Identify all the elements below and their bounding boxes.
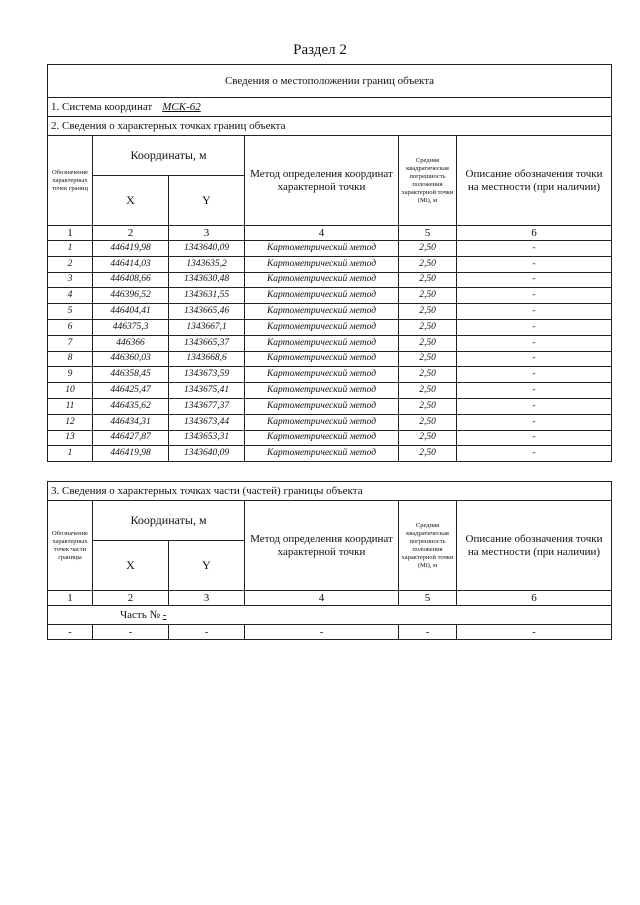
- header-x: X: [93, 176, 169, 226]
- parts-heading: 3. Сведения о характерных точках части (частей) границы объекта: [48, 482, 612, 501]
- coord-system-row: [48, 98, 612, 117]
- coord-system-value: МСК-62: [162, 101, 201, 113]
- part-number-row: [48, 606, 612, 625]
- table-row: [48, 414, 612, 430]
- point-x: 446375,3: [93, 319, 169, 335]
- point-description: -: [457, 414, 612, 430]
- header-y: Y: [169, 176, 245, 226]
- part-boundary-points-table: [47, 481, 612, 640]
- point-y: 1343653,31: [169, 430, 245, 446]
- point-number: 9: [48, 367, 93, 383]
- column-number: 5: [399, 226, 457, 241]
- table-cell: -: [169, 625, 245, 640]
- point-description: -: [457, 367, 612, 383]
- point-number: 2: [48, 256, 93, 272]
- point-number: 8: [48, 351, 93, 367]
- part-empty-row: [48, 625, 612, 640]
- points-heading: 2. Сведения о характерных точках границ объекта: [48, 117, 612, 136]
- table-row: [48, 398, 612, 414]
- table-cell: -: [93, 625, 169, 640]
- point-description: -: [457, 256, 612, 272]
- page-title: Раздел 2: [293, 42, 347, 58]
- point-x: 446404,41: [93, 304, 169, 320]
- point-method: Картометрический метод: [245, 367, 399, 383]
- point-x: 446366: [93, 335, 169, 351]
- point-y: 1343630,48: [169, 272, 245, 288]
- column-number-row: [48, 226, 612, 241]
- column-number: 6: [457, 226, 612, 241]
- column-number: 3: [169, 226, 245, 241]
- header-method: Метод определения координат характерной точки: [245, 136, 399, 226]
- point-number: 10: [48, 383, 93, 399]
- header-description: Описание обозначения точки на местности (при наличии): [457, 501, 612, 591]
- point-method: Картометрический метод: [245, 288, 399, 304]
- point-description: -: [457, 446, 612, 462]
- table-row: [48, 430, 612, 446]
- point-method: Картометрический метод: [245, 241, 399, 257]
- point-accuracy: 2,50: [399, 288, 457, 304]
- point-number: 11: [48, 398, 93, 414]
- point-description: -: [457, 319, 612, 335]
- point-x: 446419,98: [93, 446, 169, 462]
- point-accuracy: 2,50: [399, 383, 457, 399]
- column-number: 3: [169, 591, 245, 606]
- point-description: -: [457, 288, 612, 304]
- point-method: Картометрический метод: [245, 398, 399, 414]
- column-number: 1: [48, 226, 93, 241]
- point-accuracy: 2,50: [399, 335, 457, 351]
- point-y: 1343631,55: [169, 288, 245, 304]
- point-x: 446396,52: [93, 288, 169, 304]
- point-y: 1343635,2: [169, 256, 245, 272]
- point-method: Картометрический метод: [245, 256, 399, 272]
- point-x: 446414,03: [93, 256, 169, 272]
- point-method: Картометрический метод: [245, 351, 399, 367]
- point-number: 1: [48, 241, 93, 257]
- coord-system-label: 1. Система координат: [51, 101, 153, 113]
- table-row: [48, 351, 612, 367]
- header-method: Метод определения координат характерной точки: [245, 501, 399, 591]
- point-description: -: [457, 335, 612, 351]
- column-number: 2: [93, 591, 169, 606]
- table-cell: -: [457, 625, 612, 640]
- point-x: 446435,62: [93, 398, 169, 414]
- point-y: 1343665,37: [169, 335, 245, 351]
- column-number: 2: [93, 226, 169, 241]
- section-title: Сведения о местоположении границ объекта: [48, 65, 612, 98]
- table-row: [48, 446, 612, 462]
- point-method: Картометрический метод: [245, 446, 399, 462]
- point-description: -: [457, 241, 612, 257]
- point-accuracy: 2,50: [399, 304, 457, 320]
- point-x: 446434,31: [93, 414, 169, 430]
- point-y: 1343665,46: [169, 304, 245, 320]
- header-x: X: [93, 541, 169, 591]
- point-x: 446419,98: [93, 241, 169, 257]
- point-accuracy: 2,50: [399, 398, 457, 414]
- boundary-points-table: [47, 64, 612, 462]
- table-cell: -: [399, 625, 457, 640]
- point-y: 1343677,37: [169, 398, 245, 414]
- point-description: -: [457, 304, 612, 320]
- point-y: 1343668,6: [169, 351, 245, 367]
- part-number: -: [162, 609, 167, 621]
- header-description: Описание обозначения точки на местности (при наличии): [457, 136, 612, 226]
- header-y: Y: [169, 541, 245, 591]
- point-accuracy: 2,50: [399, 319, 457, 335]
- point-method: Картометрический метод: [245, 430, 399, 446]
- point-x: 446358,45: [93, 367, 169, 383]
- point-accuracy: 2,50: [399, 241, 457, 257]
- column-number: 6: [457, 591, 612, 606]
- table-row: [48, 304, 612, 320]
- table-row: [48, 319, 612, 335]
- point-number: 4: [48, 288, 93, 304]
- table-row: [48, 272, 612, 288]
- point-y: 1343640,09: [169, 241, 245, 257]
- point-description: -: [457, 383, 612, 399]
- point-y: 1343675,41: [169, 383, 245, 399]
- table-row: [48, 241, 612, 257]
- table-row: [48, 288, 612, 304]
- point-method: Картометрический метод: [245, 304, 399, 320]
- point-accuracy: 2,50: [399, 256, 457, 272]
- table-cell: -: [245, 625, 399, 640]
- point-accuracy: 2,50: [399, 446, 457, 462]
- header-coordinates: Координаты, м: [93, 501, 245, 541]
- header-coordinates: Координаты, м: [93, 136, 245, 176]
- point-x: 446360,03: [93, 351, 169, 367]
- table-row: [48, 256, 612, 272]
- part-label: Часть №: [120, 609, 160, 621]
- table-row: [48, 367, 612, 383]
- header-accuracy: Средняя квадратическая погрешность положения характерной точки (Мt), м: [399, 136, 457, 226]
- header-accuracy: Средняя квадратическая погрешность положения характерной точки (Мt), м: [399, 501, 457, 591]
- column-number: 5: [399, 591, 457, 606]
- header-designation-parts: Обозначение характерных точек части границы: [48, 501, 93, 591]
- point-method: Картометрический метод: [245, 272, 399, 288]
- point-method: Картометрический метод: [245, 383, 399, 399]
- point-accuracy: 2,50: [399, 351, 457, 367]
- point-method: Картометрический метод: [245, 414, 399, 430]
- point-method: Картометрический метод: [245, 319, 399, 335]
- point-x: 446408,66: [93, 272, 169, 288]
- point-y: 1343640,09: [169, 446, 245, 462]
- point-number: 13: [48, 430, 93, 446]
- point-number: 3: [48, 272, 93, 288]
- point-y: 1343667,1: [169, 319, 245, 335]
- point-description: -: [457, 398, 612, 414]
- point-number: 5: [48, 304, 93, 320]
- table-cell: -: [48, 625, 93, 640]
- point-accuracy: 2,50: [399, 414, 457, 430]
- header-designation: Обозначение характерных точек границ: [48, 136, 93, 226]
- table-row: [48, 383, 612, 399]
- table-row: [48, 335, 612, 351]
- point-accuracy: 2,50: [399, 272, 457, 288]
- point-description: -: [457, 272, 612, 288]
- column-number: 4: [245, 591, 399, 606]
- point-x: 446425,47: [93, 383, 169, 399]
- point-number: 6: [48, 319, 93, 335]
- column-number-row: [48, 591, 612, 606]
- point-number: 7: [48, 335, 93, 351]
- point-description: -: [457, 430, 612, 446]
- point-number: 12: [48, 414, 93, 430]
- point-number: 1: [48, 446, 93, 462]
- column-number: 4: [245, 226, 399, 241]
- point-x: 446427,87: [93, 430, 169, 446]
- point-y: 1343673,44: [169, 414, 245, 430]
- column-number: 1: [48, 591, 93, 606]
- point-method: Картометрический метод: [245, 335, 399, 351]
- point-description: -: [457, 351, 612, 367]
- point-accuracy: 2,50: [399, 367, 457, 383]
- point-accuracy: 2,50: [399, 430, 457, 446]
- point-y: 1343673,59: [169, 367, 245, 383]
